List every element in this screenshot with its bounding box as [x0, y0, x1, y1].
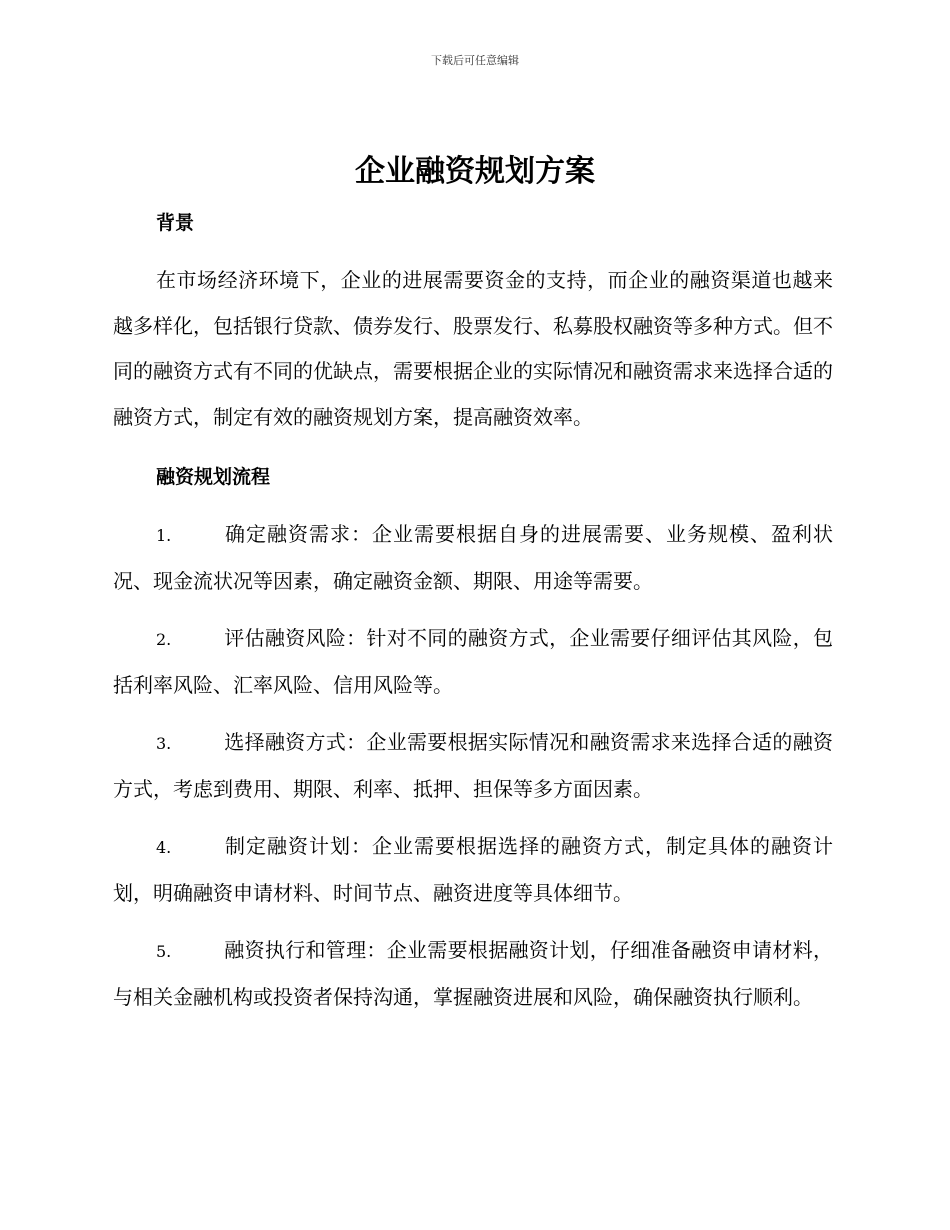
list-item: [113, 928, 833, 1020]
section-heading-background: 背景: [156, 212, 195, 234]
list-item-text: 制定融资计划：企业需要根据选择的融资方式，制定具体的融资计划，明确融资申请材料、时间节点、融资进度等具体细节。: [113, 834, 833, 905]
list-item-text: 评估融资风险：针对不同的融资方式，企业需要仔细评估其风险，包括利率风险、汇率风险、信用风险等。: [113, 626, 833, 697]
list-number: 2.: [156, 630, 172, 649]
list-item: [113, 512, 833, 604]
section-heading-process: 融资规划流程: [156, 466, 271, 488]
list-item: [113, 720, 833, 812]
document-body: [113, 204, 833, 1020]
list-number: 4.: [156, 838, 172, 857]
document-title: 企业融资规划方案: [355, 154, 595, 189]
list-number: 5.: [156, 942, 172, 961]
list-number: 1.: [156, 526, 172, 545]
list-item: [113, 824, 833, 916]
list-item: [113, 616, 833, 708]
page-header-note: 下载后可任意编辑: [431, 54, 519, 67]
list-number: 3.: [156, 734, 172, 753]
background-paragraph: 在市场经济环境下，企业的进展需要资金的支持，而企业的融资渠道也越来越多样化，包括银行贷款、债券发行、股票发行、私募股权融资等多种方式。但不同的融资方式有不同的优缺点，需要根据企业的实际情况和融资需求来选择合适的融资方式，制定有效的融资规划方案，提高融资效率。: [113, 268, 833, 429]
list-item-text: 确定融资需求：企业需要根据自身的进展需要、业务规模、盈利状况、现金流状况等因素，确定融资金额、期限、用途等需要。: [113, 522, 833, 593]
list-item-text: 选择融资方式：企业需要根据实际情况和融资需求来选择合适的融资方式，考虑到费用、期限、利率、抵押、担保等多方面因素。: [113, 730, 833, 801]
list-item-text: 融资执行和管理：企业需要根据融资计划，仔细准备融资申请材料，与相关金融机构或投资者保持沟通，掌握融资进展和风险，确保融资执行顺利。: [113, 938, 833, 1009]
